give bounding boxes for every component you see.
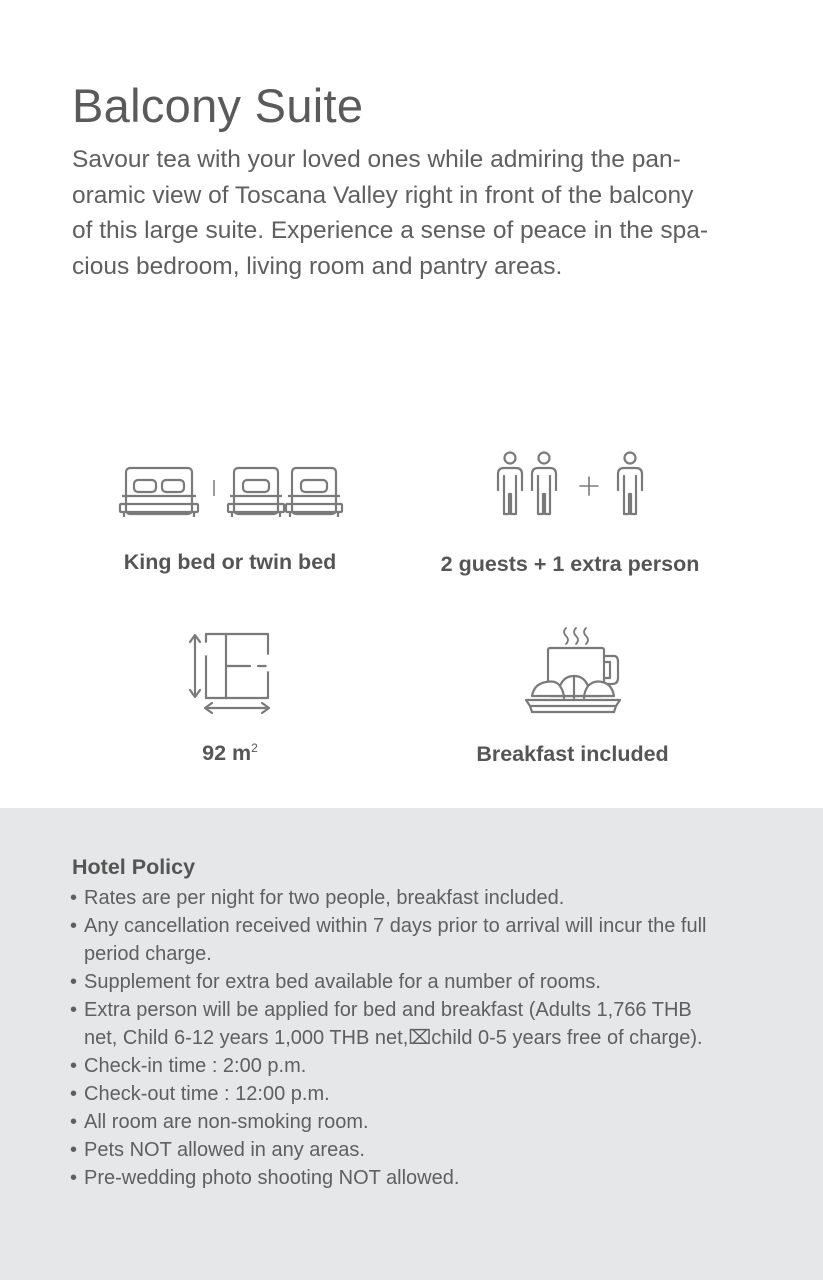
policy-item	[70, 884, 770, 912]
floor-plan-icon	[150, 626, 310, 718]
bed-label: King bed or twin bed	[123, 550, 337, 574]
feature-guests	[420, 448, 720, 583]
feature-size	[150, 626, 310, 771]
size-unit-superscript: 2	[251, 741, 258, 755]
policy-item	[70, 912, 770, 968]
policy-item	[70, 1108, 770, 1136]
policy-item-line: • Extra person will be applied for bed and breakfast (Adults 1,766 THB	[84, 999, 692, 1021]
policy-list	[70, 884, 770, 1192]
room-title: Balcony Suite	[72, 79, 364, 132]
policy-item-line: • All room are non-smoking room.	[84, 1111, 369, 1133]
bed-icon	[110, 460, 350, 522]
guests-icon	[420, 448, 720, 520]
size-value: 92 m	[202, 741, 252, 766]
hotel-policy-section	[0, 808, 823, 1280]
room-description-line: of this large suite. Experience a sense of peace in the spa-	[72, 217, 709, 244]
coffee-croissant-icon	[460, 622, 685, 722]
feature-bed	[110, 460, 350, 585]
room-description-line: cious bedroom, living room and pantry areas.	[72, 252, 563, 280]
breakfast-label: Breakfast included	[476, 742, 669, 766]
room-description-line: oramic view of Toscana Valley right in front of the balcony	[72, 181, 694, 209]
size-label	[150, 741, 310, 766]
policy-item-line: • Check-out time : 12:00 p.m.	[84, 1083, 330, 1105]
policy-item	[70, 968, 770, 996]
policy-item	[70, 1164, 770, 1192]
policy-item-line: period charge.	[84, 943, 212, 965]
policy-item-line: • Pets NOT allowed in any areas.	[84, 1139, 365, 1161]
policy-item	[70, 996, 770, 1052]
policy-item-line: • Supplement for extra bed available for a number of rooms.	[84, 971, 601, 993]
guests-label: 2 guests + 1 extra person	[440, 552, 700, 576]
room-description-line: Savour tea with your loved ones while admiring the pan-	[72, 146, 681, 173]
policy-item	[70, 1080, 770, 1108]
feature-breakfast	[460, 622, 685, 772]
policy-item	[70, 1052, 770, 1080]
policy-title: Hotel Policy	[72, 855, 196, 879]
policy-item-line: • Any cancellation received within 7 days prior to arrival will incur the full	[84, 915, 707, 937]
room-description	[72, 142, 762, 284]
policy-item-line: • Check-in time : 2:00 p.m.	[84, 1055, 307, 1077]
policy-item	[70, 1136, 770, 1164]
policy-item-line: net, Child 6-12 years 1,000 THB net,⌧child 0-5 years free of charge).	[84, 1027, 703, 1049]
policy-item-line: • Pre-wedding photo shooting NOT allowed.	[84, 1167, 460, 1189]
policy-item-line: • Rates are per night for two people, breakfast included.	[84, 887, 565, 909]
